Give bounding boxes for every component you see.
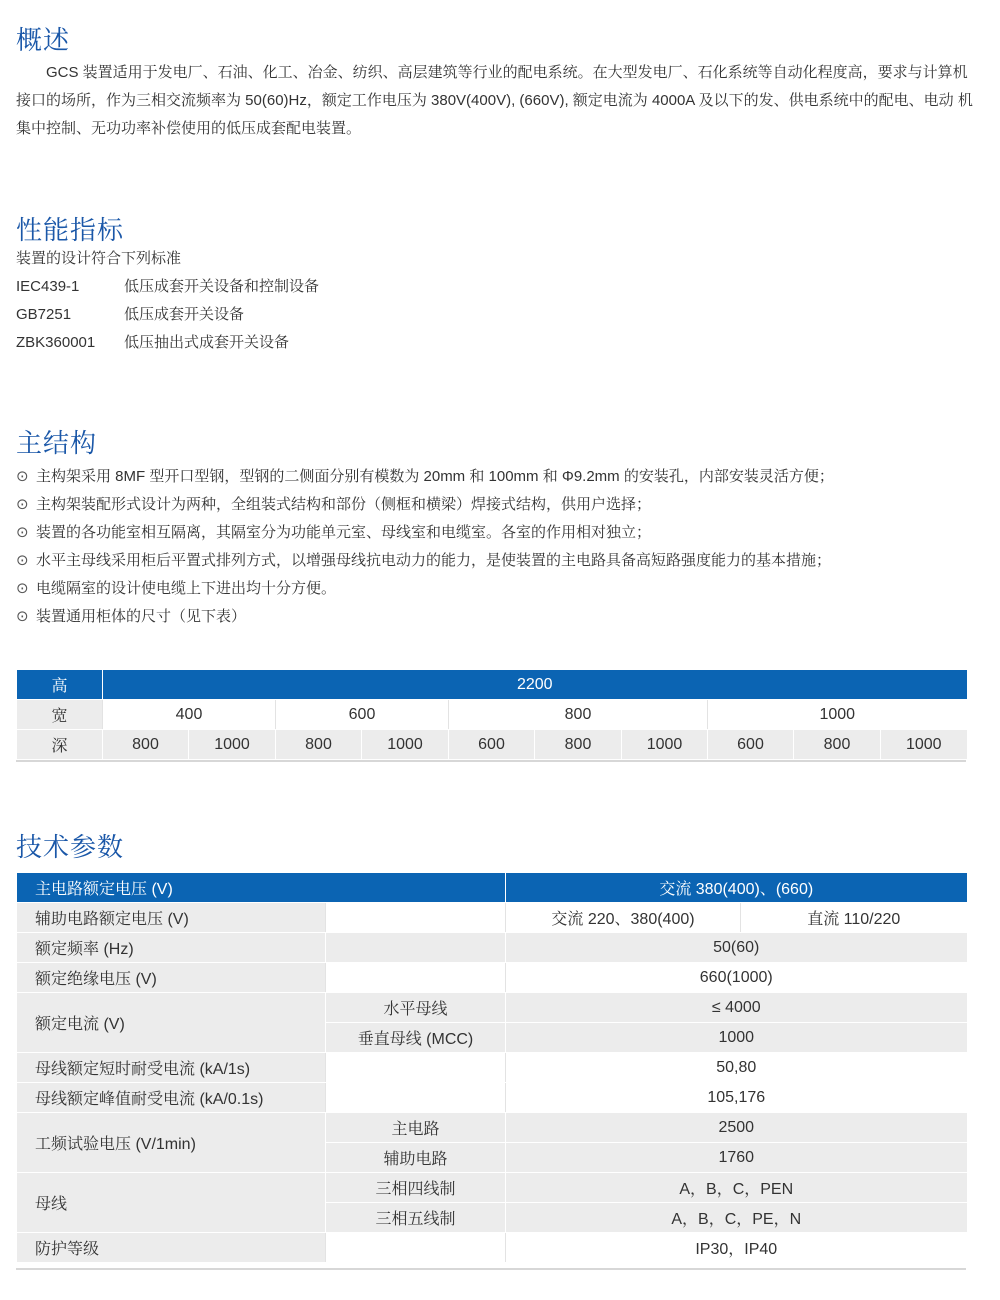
structure-item-text: 主构架装配形式设计为两种，全组装式结构和部份（侧框和横梁）焊接式结构，供用户选择； [36,496,652,513]
tech-row-test-voltage [17,1113,967,1143]
standard-name: 低压抽出式成套开关设备 [124,334,290,351]
tech-row-aux-voltage [17,903,967,933]
param-value: 660(1000) [506,963,967,993]
param-value-dc: 直流 110/220 [741,903,967,933]
param-sub-label: 垂直母线 (MCC) [326,1023,506,1053]
tech-row-insulation [17,963,967,993]
param-sub-label [326,903,506,933]
structure-item [16,605,246,626]
standard-name: 低压成套开关设备 [124,306,245,323]
depth-value: 600 [449,730,535,760]
depth-row [17,730,967,760]
standard-item [16,329,289,357]
param-value: 交流 380(400)、(660) [506,873,967,903]
standard-name: 低压成套开关设备和控制设备 [124,278,320,295]
param-label: 额定电流 (V) [17,993,326,1053]
structure-item-text: 电缆隔室的设计使电缆上下进出均十分方便。 [36,580,337,597]
tech-row-short-time [17,1053,967,1083]
structure-item-text: 水平主母线采用柜后平置式排列方式，以增强母线抗电动力的能力，是使装置的主电路具备高短路强度能力的基本措施； [36,552,832,569]
standard-code: ZBK360001 [16,334,96,351]
param-value: 50(60) [506,933,967,963]
param-sub-label: 主电路 [326,1113,506,1143]
width-value: 600 [276,700,449,730]
depth-value: 800 [794,730,881,760]
param-label: 母线额定峰值耐受电流 (kA/0.1s) [17,1083,326,1113]
divider [16,760,966,762]
standard-item [16,301,244,329]
depth-value: 800 [276,730,362,760]
param-label: 主电路额定电压 (V) [17,873,506,903]
circle-dot-icon: ⊙ [16,608,29,625]
param-value: 50,80 [506,1053,967,1083]
dimensions-table [16,670,967,760]
standard-code: GB7251 [16,306,72,323]
structure-item [16,521,651,542]
circle-dot-icon: ⊙ [16,580,29,597]
param-sub-label: 三相五线制 [326,1203,506,1233]
param-value: 2500 [506,1113,967,1143]
param-sub-label [326,1233,506,1263]
param-sub-label: 水平母线 [326,993,506,1023]
circle-dot-icon: ⊙ [16,524,29,541]
param-label: 母线 [17,1173,326,1233]
structure-item [16,465,834,486]
param-label: 额定绝缘电压 (V) [17,963,326,993]
depth-value: 600 [708,730,794,760]
param-label: 母线额定短时耐受电流 (kA/1s) [17,1053,326,1083]
overview-title: 概述 [16,25,71,55]
param-sub-label [326,1083,506,1113]
param-label: 辅助电路额定电压 (V) [17,903,326,933]
width-value: 400 [103,700,276,730]
tech-row-current [17,993,967,1023]
structure-item [16,577,336,598]
width-label: 宽 [17,700,103,730]
circle-dot-icon: ⊙ [16,468,29,485]
circle-dot-icon: ⊙ [16,552,29,569]
depth-value: 1000 [881,730,967,760]
param-value: 105,176 [506,1083,967,1113]
tech-row-frequency [17,933,967,963]
structure-item [16,493,651,514]
structure-item-text: 装置的各功能室相互隔离，其隔室分为功能单元室、母线室和电缆室。各室的作用相对独立； [36,524,652,541]
param-sub-label [326,963,506,993]
depth-value: 1000 [622,730,708,760]
param-value-ac: 交流 220、380(400) [506,903,741,933]
depth-value: 800 [535,730,622,760]
height-row [17,670,967,700]
param-value: 1760 [506,1143,967,1173]
depth-value: 1000 [189,730,276,760]
circle-dot-icon: ⊙ [16,496,29,513]
param-value: IP30，IP40 [506,1233,967,1263]
tech-row-main-voltage [17,873,967,903]
param-sub-label: 三相四线制 [326,1173,506,1203]
param-value: 1000 [506,1023,967,1053]
param-sub-label [326,933,506,963]
param-value: ≤ 4000 [506,993,967,1023]
param-label: 工频试验电压 (V/1min) [17,1113,326,1173]
structure-item-text: 装置通用柜体的尺寸（见下表） [36,608,247,625]
param-label: 额定频率 (Hz) [17,933,326,963]
tech-row-protection [17,1233,967,1263]
tech-title: 技术参数 [16,832,125,862]
standard-item [16,273,319,301]
depth-value: 1000 [362,730,449,760]
depth-label: 深 [17,730,103,760]
tech-row-busbar [17,1173,967,1203]
param-value: A，B，C，PEN [506,1173,967,1203]
height-value: 2200 [103,670,967,700]
structure-item [16,549,831,570]
divider [16,1268,966,1270]
structure-title: 主结构 [16,428,98,458]
width-row [17,700,967,730]
structure-item-text: 主构架采用 8MF 型开口型钢，型钢的二侧面分别有模数为 20mm 和 100mm 和 Φ9.2mm 的安装孔，内部安装灵活方便； [36,468,834,485]
performance-title: 性能指标 [16,215,125,245]
param-sub-label [326,1053,506,1083]
param-label: 防护等级 [17,1233,326,1263]
tech-row-peak [17,1083,967,1113]
standards-intro: 装置的设计符合下列标准 [16,250,182,267]
height-label: 高 [17,670,103,700]
standard-code: IEC439-1 [16,278,80,295]
width-value: 1000 [708,700,967,730]
param-value: A，B，C，PE，N [506,1203,967,1233]
width-value: 800 [449,700,708,730]
depth-value: 800 [103,730,189,760]
tech-params-table [16,873,967,1263]
overview-paragraph: GCS 装置适用于发电厂、石油、化工、冶金、纺织、高层建筑等行业的配电系统。在大型发电厂、石化系统等自动化程度高，要求与计算机接口的场所，作为三相交流频率为 50(60)Hz，额定工作电压为 380V(400V), (660V), 额定电流为 4000A 及以下的发、供电系统中的配电、电动 机集中控制、无功功率补偿使用的低压成套配电装置。 [16,64,973,137]
param-sub-label: 辅助电路 [326,1143,506,1173]
